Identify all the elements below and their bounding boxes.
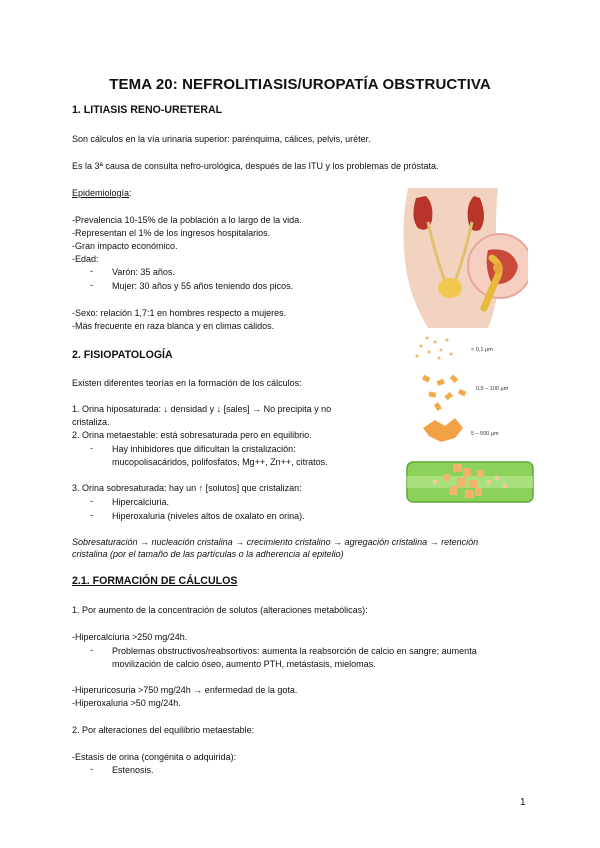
bullet-dash: - [90, 764, 93, 774]
epi-line: -Representan el 1% de los ingresos hospitalarios. [72, 228, 271, 238]
theory-1-cont: cristaliza. [72, 417, 110, 427]
section-2-1-heading: 2.1. FORMACIÓN DE CÁLCULOS [72, 575, 238, 587]
s1-paragraph-1: Son cálculos en la vía urinaria superior: parénquima, cálices, pelvis, uréter. [72, 134, 371, 144]
estasis: -Estasis de orina (congénita o adquirida): [72, 752, 237, 762]
crystal-label-1: < 0,1 µm [471, 347, 493, 353]
bullet-dash: - [90, 645, 93, 655]
bullet-dash: - [90, 510, 93, 520]
bullet-dash: - [90, 443, 93, 453]
theory-1: 1. Orina hiposaturada: ↓ densidad y ↓ [sales] → No precipita y no [72, 404, 332, 414]
crystal-label-2: 0,5 – 100 µm [476, 386, 509, 392]
theory-2-sub: Hay inhibidores que dificultan la cristalización: [112, 444, 296, 454]
theory-3-sub: Hiperoxaluria (niveles altos de oxalato en orina). [112, 511, 305, 521]
theory-3: 3. Orina sobresaturada: hay un ↑ [solutos] que cristalizan: [72, 483, 302, 493]
epi-line: -Edad: [72, 254, 99, 264]
estasis-sub: Estenosis. [112, 765, 154, 775]
sexo-line: -Sexo: relación 1,7:1 en hombres respecto a mujeres. [72, 308, 287, 318]
hiperoxaluria: -Hiperoxaluria >50 mg/24h. [72, 698, 181, 708]
edad-item: Mujer: 30 años y 55 años teniendo dos picos. [112, 281, 294, 291]
bullet-dash: - [90, 496, 93, 506]
theory-2: 2. Orina metaestable: está sobresaturada pero en equilibrio. [72, 430, 312, 440]
crystal-growth-figure [405, 330, 535, 526]
hipercalciuria: -Hipercalciuria >250 mg/24h. [72, 632, 188, 642]
section-1-heading: 1. LITIASIS RENO-URETERAL [72, 104, 223, 116]
hipercalciuria-sub: Problemas obstructivos/reabsortivos: aumenta la reabsorción de calcio en sangre; aumenta [112, 646, 477, 656]
hiperuricosuria: -Hiperuricosuria >750 mg/24h → enfermedad de la gota. [72, 685, 298, 695]
epi-line: -Prevalencia 10-15% de la población a lo largo de la vida. [72, 215, 302, 225]
process-line: Sobresaturación → nucleación cristalina → crecimiento cristalino → agregación cristalina → retención [72, 537, 479, 547]
s21-paragraph-2: 2. Por alteraciones del equilibrio metaestable: [72, 725, 255, 735]
epidemiology-label: Epidemiología: [72, 188, 132, 198]
crystal-label-3: 5 – 500 µm [471, 431, 499, 437]
s1-paragraph-2: Es la 3ª causa de consulta nefro-urológica, después de las ITU y los problemas de próstata. [72, 161, 439, 171]
process-line-cont: cristalina (por el tamaño de las partículas o la adherencia al epitelio) [72, 549, 344, 559]
page-number: 1 [520, 797, 526, 808]
epi-line: -Gran impacto económico. [72, 241, 178, 251]
s21-paragraph-1: 1. Por aumento de la concentración de solutos (alteraciones metabólicas): [72, 605, 368, 615]
bullet-dash: - [90, 280, 93, 290]
theory-2-sub-cont: mucopolisacáridos, polifosfatos, Mg++, Zn++, citratos. [112, 457, 328, 467]
theory-3-sub: Hipercalciuria. [112, 497, 170, 507]
s2-intro: Existen diferentes teorías en la formación de los cálculos: [72, 378, 302, 388]
sexo-line: -Más frecuente en raza blanca y en climas cálidos. [72, 321, 275, 331]
edad-item: Varón: 35 años. [112, 267, 175, 277]
page-title: TEMA 20: NEFROLITIASIS/UROPATÍA OBSTRUCTIVA [109, 76, 491, 93]
urinary-tract-illustration [388, 188, 528, 328]
section-2-heading: 2. FISIOPATOLOGÍA [72, 349, 173, 361]
hipercalciuria-sub-cont: movilización de calcio óseo, aumento PTH, metástasis, mielomas. [112, 659, 376, 669]
bullet-dash: - [90, 266, 93, 276]
